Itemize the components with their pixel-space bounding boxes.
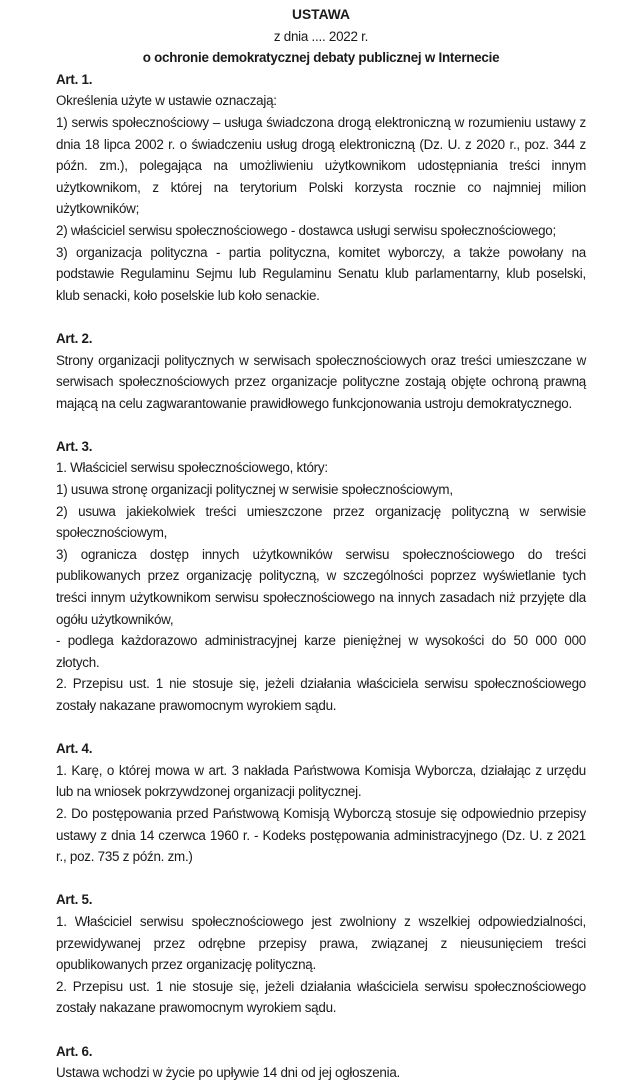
article-paragraph: Określenia użyte w ustawie oznaczają: — [56, 93, 277, 109]
spacer — [56, 414, 586, 436]
document-subtitle: o ochronie demokratycznej debaty publicznej w Internecie — [142, 50, 500, 66]
document-page — [56, 4, 586, 1084]
article-paragraph: Ustawa wchodzi w życie po upływie 14 dni od jej ogłoszenia. — [56, 1065, 401, 1081]
article-2 — [56, 328, 586, 414]
article-paragraph: 2) właściciel serwisu społecznościowego - dostawca usługi serwisu społecznościowego; — [56, 222, 556, 238]
article-paragraph: 1. Właściciel serwisu społecznościowego jest zwolniony z wszelkiej odpowiedzialności, przewidywanej przez odrębne przepisy prawa, związanej z nieusunięciem treści opublikowanych przez organizację polityczną. — [56, 913, 586, 973]
spacer — [56, 868, 586, 890]
article-paragraph: 1) usuwa stronę organizacji politycznej w serwisie społecznościowym, — [56, 482, 453, 498]
article-4 — [56, 738, 586, 868]
article-heading: Art. 3. — [56, 438, 93, 454]
article-heading: Art. 2. — [56, 330, 93, 346]
article-3 — [56, 436, 586, 717]
article-paragraph: 1. Właściciel serwisu społecznościowego, który: — [56, 460, 328, 476]
document-date: z dnia .... 2022 r. — [273, 28, 369, 44]
spacer — [56, 1019, 586, 1041]
article-1 — [56, 69, 586, 307]
article-5 — [56, 889, 586, 1019]
article-paragraph: 1. Karę, o której mowa w art. 3 nakłada Państwowa Komisja Wyborcza, działając z urzędu lub na wniosek pokrzywdzonej organizacji politycznej. — [56, 762, 586, 800]
article-paragraph: Strony organizacji politycznych w serwisach społecznościowych oraz treści umieszczane w serwisach społecznościowych przez organizacje polityczne zostają objęte ochroną prawną mającą na celu zagwarantowanie prawidłowego funkcjonowania ustroju demokratycznego. — [56, 352, 586, 411]
document-title: USTAWA — [292, 7, 350, 22]
article-paragraph: 2. Przepisu ust. 1 nie stosuje się, jeżeli działania właściciela serwisu społecznościowego zostały nakazane prawomocnym wyrokiem sądu. — [56, 676, 586, 713]
spacer — [56, 306, 586, 328]
article-paragraph: 2. Przepisu ust. 1 nie stosuje się, jeżeli działania właściciela serwisu społecznościowego zostały nakazane prawomocnym wyrokiem sądu. — [56, 978, 586, 1016]
spacer — [56, 717, 586, 739]
article-paragraph: 1) serwis społecznościowy – usługa świadczona drogą elektroniczną w rozumieniu ustawy z dnia 18 lipca 2002 r. o świadczeniu usług drogą elektroniczną (Dz. U. z 2020 r., poz. 344 z późn. zm.), polegająca na umożliwieniu użytkownikom udostępniania treści innym użytkownikom, z której na terytorium Polski korzysta rocznie co najmniej milion użytkowników; — [56, 114, 586, 217]
article-paragraph: 3) ogranicza dostęp innych użytkowników serwisu społecznościowego do treści publikowanych przez organizację polityczną, w szczególności poprzez wyświetlanie tych treści innym użytkownikom serwisu społecznościowego na innych zasadach niż przyjęte dla ogółu użytkowników, — [56, 546, 586, 627]
article-heading: Art. 1. — [56, 71, 93, 87]
article-paragraph: 2) usuwa jakiekolwiek treści umieszczone przez organizację polityczną w serwisie społecznościowym, — [56, 503, 586, 541]
article-6 — [56, 1041, 586, 1084]
article-paragraph: 3) organizacja polityczna - partia polityczna, komitet wyborczy, a także powołany na podstawie Regulaminu Sejmu lub Regulaminu Senatu klub parlamentarny, klub poselski, klub senacki, koło poselskie lub koło senackie. — [56, 244, 586, 303]
article-heading: Art. 4. — [56, 741, 93, 757]
article-paragraph: - podlega każdorazowo administracyjnej karze pieniężnej w wysokości do 50 000 000 złotych. — [56, 633, 586, 670]
article-heading: Art. 6. — [56, 1043, 93, 1059]
article-heading: Art. 5. — [56, 892, 93, 908]
article-paragraph: 2. Do postępowania przed Państwową Komisją Wyborczą stosuje się odpowiednio przepisy ustawy z dnia 14 czerwca 1960 r. - Kodeks postępowania administracyjnego (Dz. U. z 2021 r., poz. 735 z późn. zm.) — [56, 805, 586, 865]
